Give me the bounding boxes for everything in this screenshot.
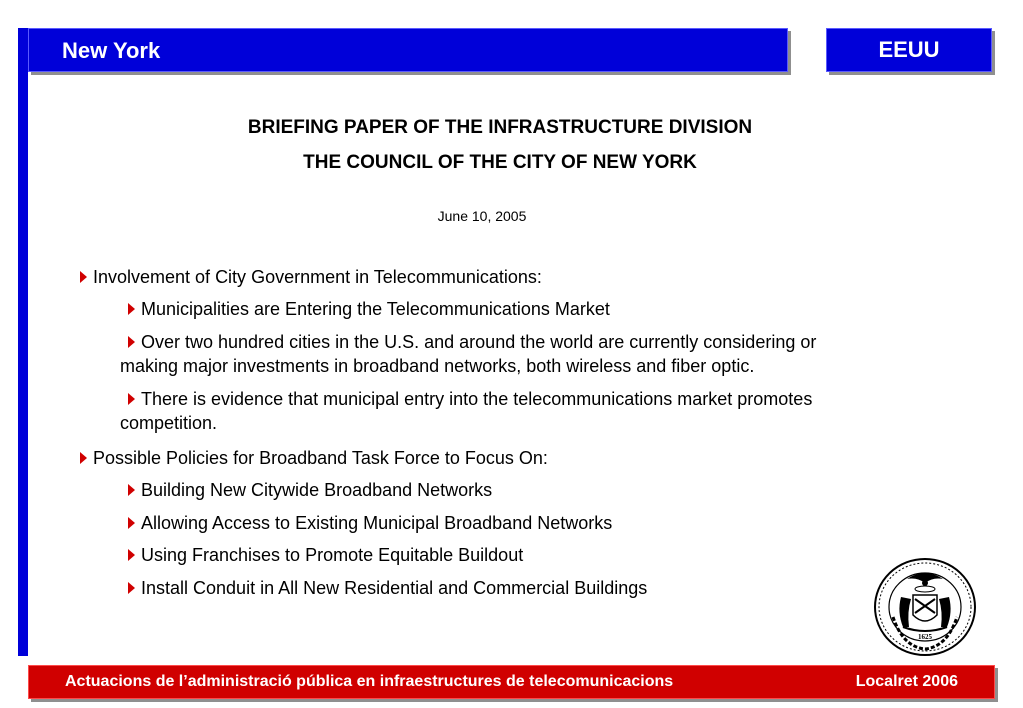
list-item: Using Franchises to Promote Equitable Buildout	[120, 543, 950, 567]
list-item: Municipalities are Entering the Telecommunications Market	[120, 297, 950, 321]
list-item: Allowing Access to Existing Municipal Broadband Networks	[120, 511, 950, 535]
footer-bar	[28, 665, 995, 699]
header-right-box	[826, 28, 992, 72]
list-item: Building New Citywide Broadband Networks	[120, 478, 950, 502]
document-date: June 10, 2005	[437, 208, 527, 224]
arrow-right-icon	[80, 452, 87, 464]
header-right-title: EEUU	[878, 37, 940, 62]
arrow-right-icon	[128, 303, 135, 315]
list-item: Possible Policies for Broadband Task Force to Focus On:	[80, 446, 548, 470]
list-item: Install Conduit in All New Residential and Commercial Buildings	[120, 576, 950, 600]
header-left-title: New York	[62, 38, 161, 63]
footer-text: Actuacions de l’administració pública en infraestructures de telecomunicacions	[65, 673, 674, 690]
list-item: There is evidence that municipal entry into the telecommunications market promotes competition.	[120, 389, 813, 433]
arrow-right-icon	[128, 549, 135, 561]
header-left-box	[28, 28, 788, 72]
arrow-right-icon	[128, 393, 135, 405]
arrow-right-icon	[80, 271, 87, 283]
document-title-line1: BRIEFING PAPER OF THE INFRASTRUCTURE DIVISION	[247, 117, 753, 138]
document-title-line2: THE COUNCIL OF THE CITY OF NEW YORK	[303, 152, 697, 173]
arrow-right-icon	[128, 517, 135, 529]
arrow-right-icon	[128, 336, 135, 348]
footer-right-text: Localret 2006	[855, 673, 958, 690]
arrow-right-icon	[128, 484, 135, 496]
list-item: Over two hundred cities in the U.S. and around the world are currently considering or making major investments in broadband networks, both wireless and fiber optic.	[120, 332, 817, 376]
list-item: Involvement of City Government in Telecommunications:	[80, 265, 542, 289]
seal-year: 1625	[918, 633, 932, 641]
arrow-right-icon	[128, 582, 135, 594]
city-seal-icon	[873, 557, 977, 657]
